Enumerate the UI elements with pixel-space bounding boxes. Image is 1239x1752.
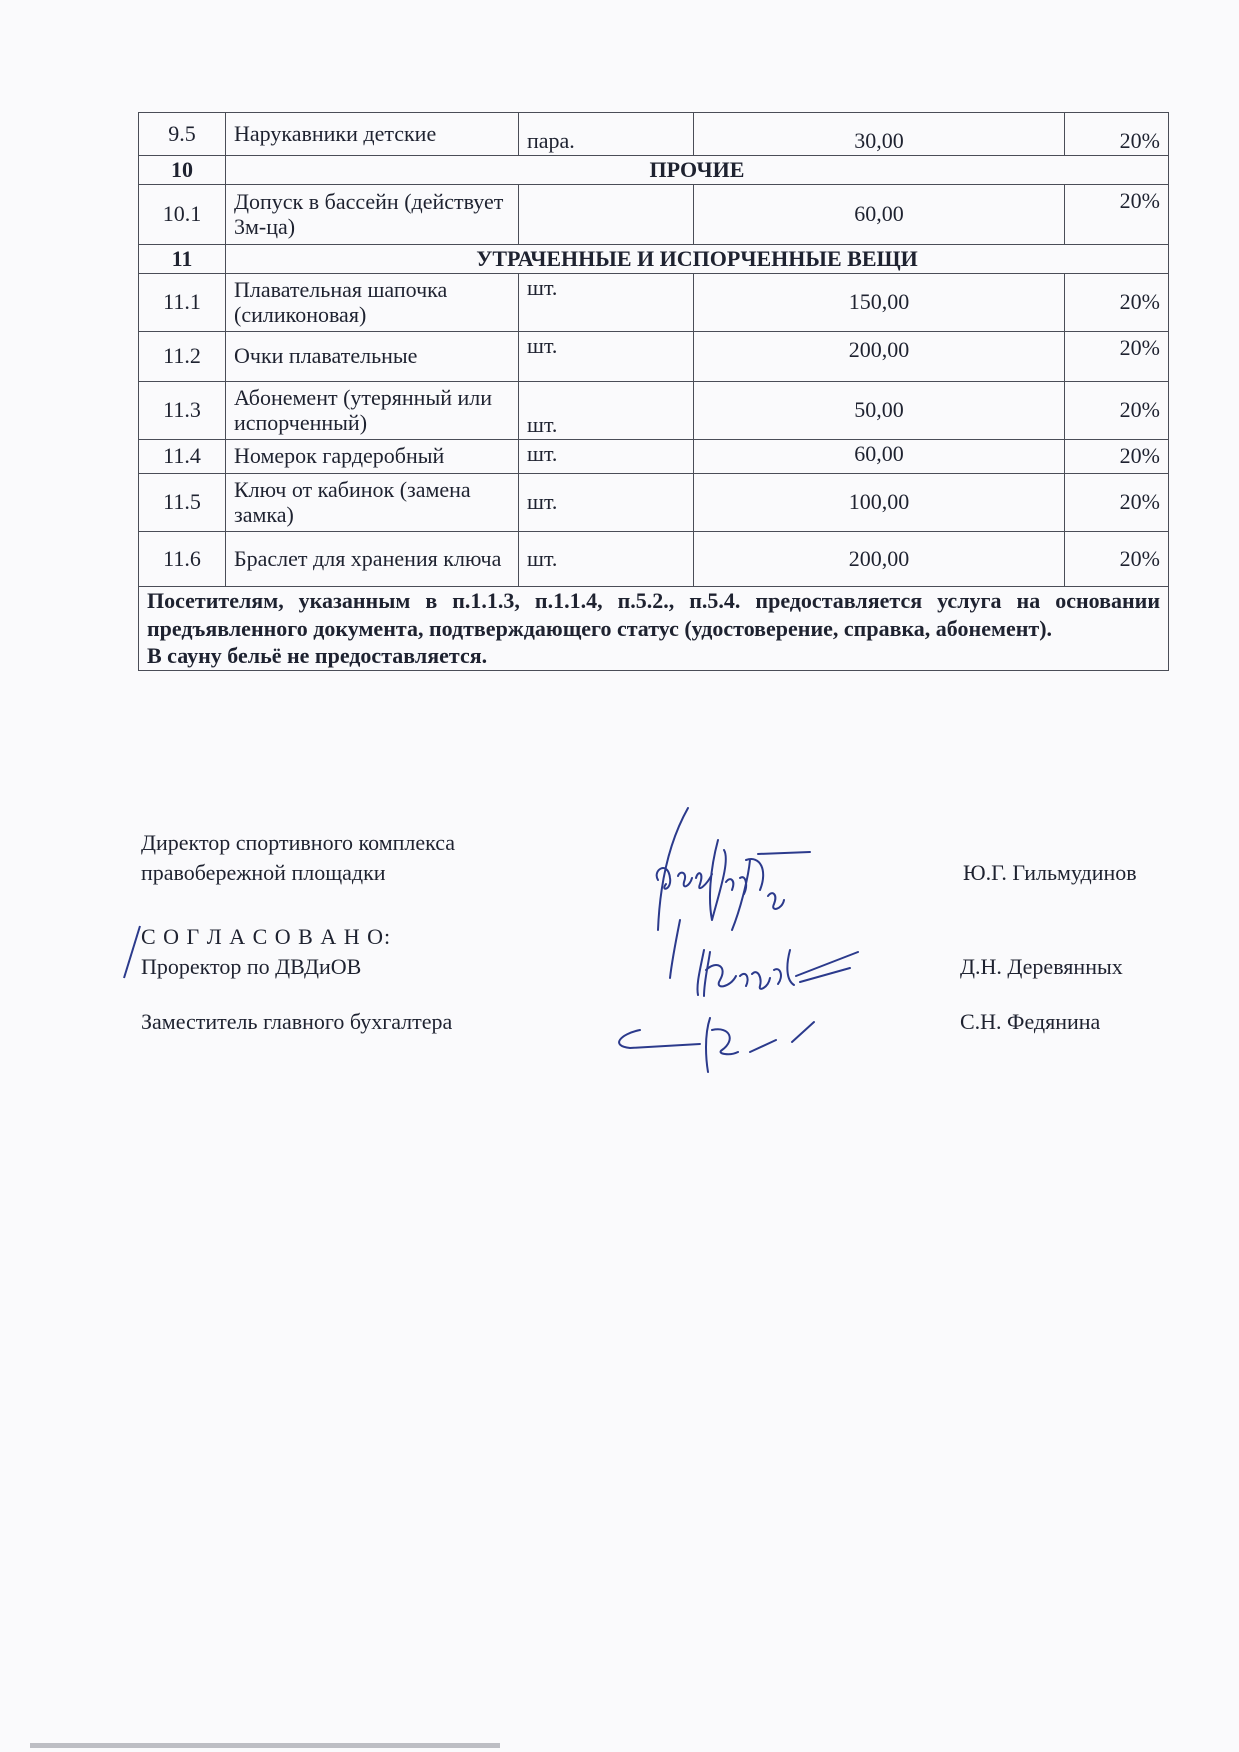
section-title: УТРАЧЕННЫЕ И ИСПОРЧЕННЫЕ ВЕЩИ — [226, 245, 1169, 274]
item-price: 150,00 — [694, 274, 1065, 332]
price-table — [138, 112, 1169, 671]
item-vat: 20% — [1065, 274, 1169, 332]
table-row — [139, 113, 1169, 156]
table-row — [139, 382, 1169, 440]
item-price: 30,00 — [694, 113, 1065, 156]
item-unit: шт. — [519, 274, 694, 332]
item-name: Номерок гардеробный — [226, 440, 519, 474]
item-name: Очки плавательные — [226, 332, 519, 382]
item-name: Допуск в бассейн (действует 3м-ца) — [226, 185, 519, 245]
row-number: 11.2 — [139, 332, 226, 382]
section-number: 11 — [139, 245, 226, 274]
director-signature — [657, 808, 810, 930]
director-name: Ю.Г. Гильмудинов — [963, 860, 1137, 885]
handwritten-signatures — [600, 800, 920, 1090]
section-title: ПРОЧИЕ — [226, 156, 1169, 185]
item-price: 60,00 — [694, 185, 1065, 245]
row-number: 11.3 — [139, 382, 226, 440]
section-row — [139, 156, 1169, 185]
table-row — [139, 474, 1169, 532]
item-name: Нарукавники детские — [226, 113, 519, 156]
table-row — [139, 532, 1169, 587]
row-number: 11.4 — [139, 440, 226, 474]
table-row — [139, 332, 1169, 382]
prorector-title: Проректор по ДВДиОВ — [141, 954, 362, 979]
table-row — [139, 185, 1169, 245]
row-number: 10.1 — [139, 185, 226, 245]
approved-label: С О Г Л А С О В А Н О: — [141, 924, 392, 949]
item-price: 200,00 — [694, 332, 1065, 382]
item-vat: 20% — [1065, 185, 1169, 245]
deputy-name: С.Н. Федянина — [960, 1009, 1101, 1034]
row-number: 11.5 — [139, 474, 226, 532]
item-vat: 20% — [1065, 332, 1169, 382]
item-vat: 20% — [1065, 382, 1169, 440]
item-price: 60,00 — [694, 440, 1065, 474]
row-number: 11.6 — [139, 532, 226, 587]
item-name: Плавательная шапочка (силиконовая) — [226, 274, 519, 332]
item-unit: шт. — [519, 332, 694, 382]
section-row — [139, 245, 1169, 274]
scan-edge — [30, 1743, 500, 1748]
row-number: 9.5 — [139, 113, 226, 156]
item-unit: шт. — [519, 532, 694, 587]
item-vat: 20% — [1065, 113, 1169, 156]
item-price: 50,00 — [694, 382, 1065, 440]
director-title — [141, 828, 455, 887]
item-unit — [519, 185, 694, 245]
row-number: 11.1 — [139, 274, 226, 332]
director-title-line2: правобережной площадки — [141, 859, 386, 885]
item-name: Браслет для хранения ключа — [226, 532, 519, 587]
director-title-line1: Директор спортивного комплекса — [141, 830, 456, 855]
section-number: 10 — [139, 156, 226, 185]
item-vat: 20% — [1065, 440, 1169, 474]
prorector-signature — [697, 950, 858, 996]
handwritten-stroke — [118, 922, 148, 982]
note-sauna: В сауну бельё не предоставляется. — [147, 643, 488, 668]
item-name: Абонемент (утерянный или испорченный) — [226, 382, 519, 440]
item-unit: шт. — [519, 474, 694, 532]
item-unit: пара. — [519, 113, 694, 156]
note-row — [139, 587, 1169, 671]
item-price: 100,00 — [694, 474, 1065, 532]
item-vat: 20% — [1065, 532, 1169, 587]
item-name: Ключ от кабинок (замена замка) — [226, 474, 519, 532]
item-unit: шт. — [519, 440, 694, 474]
table-row — [139, 274, 1169, 332]
deputy-signature — [619, 1018, 814, 1072]
item-unit: шт. — [519, 382, 694, 440]
deputy-title: Заместитель главного бухгалтера — [141, 1009, 453, 1034]
note-cell — [139, 587, 1169, 671]
item-vat: 20% — [1065, 474, 1169, 532]
prorector-name: Д.Н. Деревянных — [960, 954, 1123, 979]
table-row — [139, 440, 1169, 474]
note-text: Посетителям, указанным в п.1.1.3, п.1.1.4, п.5.2., п.5.4. предоставляется услуга на основании предъявленного документа, подтверждающего статус (удостоверение, справка, абонемент). — [147, 588, 1160, 641]
item-price: 200,00 — [694, 532, 1065, 587]
